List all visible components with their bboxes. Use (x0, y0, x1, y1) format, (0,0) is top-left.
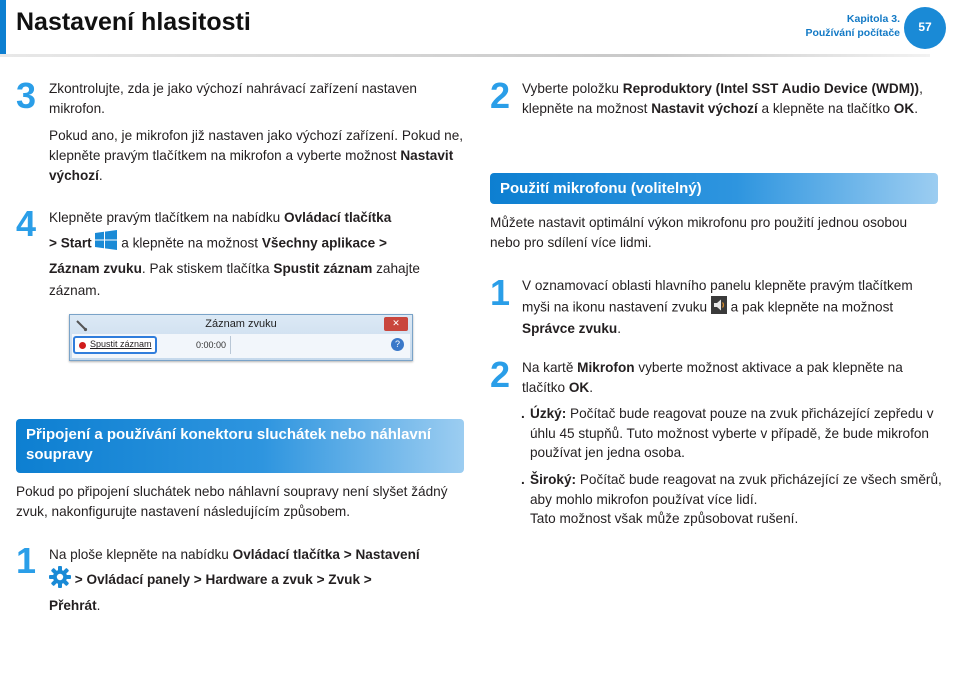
divider (230, 336, 231, 354)
step-3-text (49, 79, 469, 194)
right-step-2-text: Vyberte položku Reproduktory (Intel SST Audio Device (WDM)), klepněte na možnost Nastavit výchozí a klepněte na tlačítko OK. (522, 81, 923, 116)
headphones-intro: Pokud po připojení sluchátek nebo náhlavní soupravy není slyšet žádný zvuk, nakonfigurujte nastavení následujícím způsobem. (16, 484, 448, 519)
chapter-name: Používání počítače (805, 27, 900, 40)
step-number: 1 (16, 540, 37, 581)
step-number: 2 (490, 75, 511, 116)
header-accent-bar (0, 0, 6, 54)
step-3-paragraph-2: Pokud ano, je mikrofon již nastaven jako výchozí zařízení. Pokud ne, klepněte pravým tlačítkem na mikrofon a vyberte možnost Nastavit výchozí. (49, 128, 464, 183)
windows-start-icon (95, 230, 117, 258)
chapter-number: Kapitola 3. (846, 13, 900, 25)
header-divider (0, 54, 930, 57)
step-4-text: Klepněte pravým tlačítkem na nabídku Ovládací tlačítka > Start a klepněte na možnost Všechny aplikace > Záznam zvuku. Pak stiskem tlačítka Spustit záznam zahajte záznam. (49, 210, 420, 299)
close-button[interactable]: ✕ (384, 317, 408, 331)
window-body (72, 334, 410, 358)
microphone-intro: Můžete nastavit optimální výkon mikrofonu pro použití jednou osobou nebo pro sdílení více lidmi. (490, 215, 908, 250)
speaker-icon (711, 296, 727, 320)
start-recording-label: Spustit záznam (90, 339, 152, 350)
page-title: Nastavení hlasitosti (16, 8, 251, 36)
step-number: 3 (16, 75, 37, 116)
step-3-paragraph-1: Zkontrolujte, zda je jako výchozí nahrávací zařízení nastaven mikrofon. (49, 81, 417, 116)
voice-recorder-window (69, 314, 413, 361)
recording-timer: 0:00:00 (196, 340, 227, 350)
step-1-text: Na ploše klepněte na nabídku Ovládací tlačítka > Nastavení > Ovládací panely > Hardware a zvuk > Zvuk > Přehrát. (49, 547, 420, 614)
gear-icon (49, 566, 71, 595)
step-number: 2 (490, 354, 511, 395)
page-number-badge: 57 (904, 7, 946, 49)
window-title: Záznam zvuku (205, 318, 277, 330)
help-button[interactable]: ? (391, 338, 404, 351)
right-step-2b-text: Na kartě Mikrofon vyberte možnost aktivace a pak klepněte na tlačítko OK. (522, 360, 903, 395)
step-number: 4 (16, 203, 37, 244)
record-icon (79, 342, 86, 349)
section-header-microphone: Použití mikrofonu (volitelný) (490, 173, 938, 204)
step-number: 1 (490, 272, 511, 313)
start-recording-button[interactable] (73, 336, 157, 354)
section-header-headphones: Připojení a používání konektoru sluchátek nebo náhlavní soupravy (16, 419, 464, 473)
right-step-1-text: V oznamovací oblasti hlavního panelu klepněte pravým tlačítkem myši na ikonu nastavení zvuku a pak klepněte na možnost Správce zvuku. (522, 278, 913, 337)
chapter-label (805, 12, 900, 40)
